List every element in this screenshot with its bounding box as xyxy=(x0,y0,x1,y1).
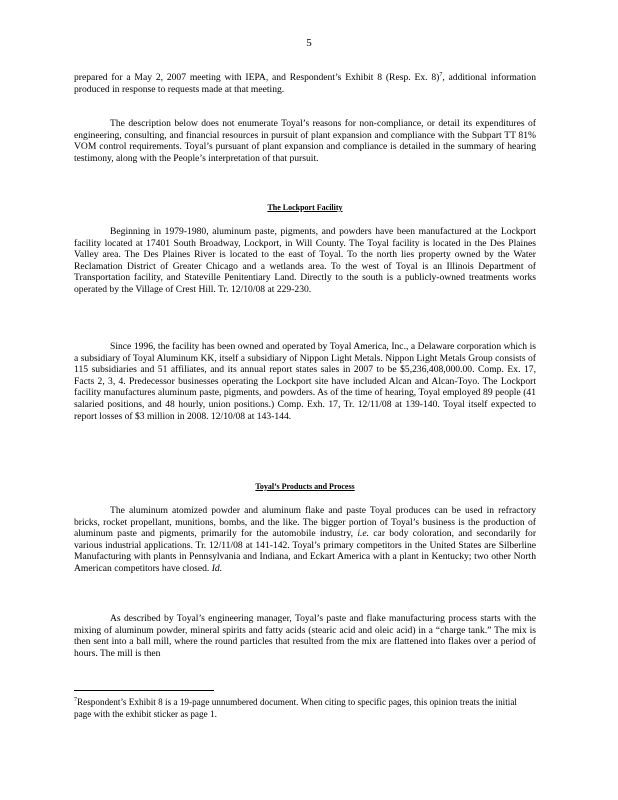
footnote-mark: 7 xyxy=(74,696,77,703)
paragraph-process xyxy=(74,613,536,659)
section-heading-products xyxy=(74,482,536,491)
process-text: As described by Toyal’s engineering manager, Toyal’s paste and flake manufacturing process starts with the mixing of aluminum powder, mineral spirits and fatty acids (stearic acid and oleic acid) in a “charge tank.” The mix is then sent into a ball mill, where the round particles that resulted from the mix are flattened into flakes over a period of hours. The mill is then xyxy=(74,613,536,659)
products-text-continued: car body coloration, and secondarily for various industrial applications. Tr. 12/11/08 at 141-142. Toyal’s primary competitors in the United States are Silberline Manufacturing with plants in Pennsylvania and Indiana, and Eckart America with a plant in Kentucky; two other North American competitors have closed. xyxy=(74,528,537,574)
products-text: The aluminum atomized powder and aluminum flake and paste Toyal produces can be used in refractory bricks, rocket propellant, munitions, bombs, and the like. The bigger portion of Toyal’s business is the production of aluminum paste and pigments, primarily for the automobile industry, xyxy=(74,505,536,540)
intro-text: prepared for a May 2, 2007 meeting with IEPA, and Respondent’s Exhibit 8 (Resp. Ex. 8) xyxy=(74,72,440,83)
heading-lockport-text: The Lockport Facility xyxy=(267,203,343,212)
beginning-text: Beginning in 1979-1980, aluminum paste, pigments, and powders have been manufactured at the Lockport facility located at 17401 South Broadway, Lockport, in Will County. The Toyal facility is located in the Des Plaines Valley area. The Des Plaines River is located to the east of Toyal. To the north lies property owned by the Water Reclamation District of Greater Chicago and a wetlands area. To the west of Toyal is an Illinois Department of Transportation facility, and Stateville Penitentiary Land. Directly to the south is a publicly-owned treatments works operated by the Village of Crest Hill. Tr. 12/10/08 at 229-230. xyxy=(74,226,536,295)
paragraph-products xyxy=(74,505,536,575)
section-heading-lockport xyxy=(74,203,536,212)
paragraph-ownership xyxy=(74,341,536,422)
heading-products-text: Toyal’s Products and Process xyxy=(255,482,355,491)
paragraph-description xyxy=(74,118,536,164)
footnote-divider xyxy=(74,690,214,691)
description-text: The description below does not enumerate Toyal’s reasons for non-compliance, or detail its expenditures of engineering, consulting, and financial resources in pursuit of plant expansion and compliance with the Subpart TT 81% VOM control requirements. Toyal’s pursuant of plant expansion and compliance is detailed in the summary of hearing testimony, along with the People’s interpretation of that pursuit. xyxy=(74,118,536,164)
ie-abbrev: i.e. xyxy=(357,528,370,540)
page-number: 5 xyxy=(306,37,312,49)
paragraph-intro xyxy=(74,72,536,95)
paragraph-beginning xyxy=(74,226,536,296)
footnote-ref: 7 xyxy=(439,71,443,78)
footnote-text: Respondent’s Exhibit 8 is a 19-page unnumbered document. When citing to specific pages, this opinion treats the initial page with the exhibit sticker as page 1. xyxy=(74,697,517,719)
id-citation: Id. xyxy=(211,562,223,574)
footnote xyxy=(74,697,536,720)
intro-text-continued: , additional information produced in response to requests made at that meeting. xyxy=(74,72,536,95)
ownership-text: Since 1996, the facility has been owned and operated by Toyal America, Inc., a Delaware corporation which is a subsidiary of Toyal Aluminum KK, itself a subsidiary of Nippon Light Metals. Nippon Light Metals Group consists of 115 subsidiaries and 51 affiliates, and its annual report states sales in 2007 to be $5,236,408,000.00. Comp. Ex. 17, Facts 2, 3, 4. Predecessor businesses operating the Lockport site have included Alcan and Alcan-Toyo. The Lockport facility manufactures aluminum paste, pigments, and powders. As of the time of hearing, Toyal employed 89 people (41 salaried positions, and 48 hourly, union positions.) Comp. Exh. 17, Tr. 12/11/08 at 139-140. Toyal itself expected to report losses of $3 million in 2008. 12/10/08 at 143-144. xyxy=(74,341,536,422)
